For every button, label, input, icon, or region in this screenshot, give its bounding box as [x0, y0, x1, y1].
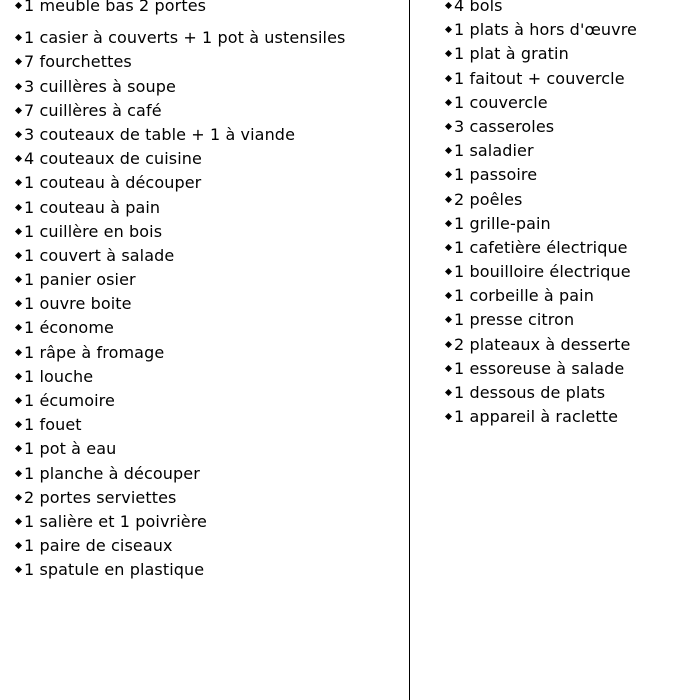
diamond-bullet-icon [445, 2, 452, 9]
list-item [14, 341, 404, 365]
list-item-label: 1 panier osier [24, 270, 136, 290]
list-item-label: 1 essoreuse à salade [454, 358, 625, 378]
diamond-bullet-icon [15, 276, 22, 283]
list-item-label: 1 casier à couverts + 1 pot à ustensiles [24, 28, 346, 48]
diamond-bullet-icon [445, 292, 452, 299]
list-item [444, 308, 692, 332]
list-item-label: 1 corbeille à pain [454, 286, 594, 306]
list-item [444, 115, 692, 139]
diamond-bullet-icon [445, 50, 452, 57]
list-item-label: 4 couteaux de cuisine [24, 149, 202, 169]
diamond-bullet-icon [445, 99, 452, 106]
diamond-bullet-icon [15, 58, 22, 65]
list-item [444, 381, 692, 405]
diamond-bullet-icon [445, 365, 452, 372]
list-item-label: 1 louche [24, 366, 94, 386]
list-item [14, 292, 404, 316]
list-item-label: 1 pot à eau [24, 439, 117, 459]
list-item-label: 7 cuillères à café [24, 100, 162, 120]
list-item-label: 1 dessous de plats [454, 383, 606, 402]
list-item-label: 1 saladier [454, 141, 534, 161]
diamond-bullet-icon [15, 470, 22, 477]
list-item-label: 3 casseroles [454, 116, 555, 136]
list-item-label: 1 cafetière électrique [454, 237, 628, 257]
diamond-bullet-icon [15, 228, 22, 235]
diamond-bullet-icon [15, 179, 22, 186]
list-item-label: 1 spatule en plastique [24, 560, 205, 580]
list-item [14, 486, 404, 510]
list-item-label: 1 paire de ciseaux [24, 536, 173, 556]
diamond-bullet-icon [15, 397, 22, 404]
list-item [444, 284, 692, 308]
diamond-bullet-icon [15, 107, 22, 114]
list-item [14, 510, 404, 534]
inventory-list-right [444, 0, 692, 429]
list-item [444, 405, 692, 429]
list-item-label: 2 plateaux à desserte [454, 334, 631, 354]
list-item-label: 2 poêles [454, 189, 523, 209]
list-item [444, 163, 692, 187]
list-item-label: 4 bols [454, 0, 503, 15]
diamond-bullet-icon [15, 421, 22, 428]
diamond-bullet-icon [15, 349, 22, 356]
diamond-bullet-icon [15, 252, 22, 259]
list-item-label: 1 cuillère en bois [24, 221, 163, 241]
list-item [14, 389, 404, 413]
diamond-bullet-icon [15, 542, 22, 549]
list-item-label: 7 fourchettes [24, 52, 132, 72]
diamond-bullet-icon [15, 494, 22, 501]
list-item [14, 558, 404, 582]
diamond-bullet-icon [15, 2, 22, 9]
list-item [444, 212, 692, 236]
diamond-bullet-icon [15, 324, 22, 331]
list-item [444, 91, 692, 115]
diamond-bullet-icon [445, 341, 452, 348]
list-item [14, 534, 404, 558]
list-item-label: 1 appareil à raclette [454, 407, 619, 427]
list-item-label: 1 presse citron [454, 310, 575, 330]
diamond-bullet-icon [445, 268, 452, 275]
diamond-bullet-icon [15, 155, 22, 162]
diamond-bullet-icon [15, 373, 22, 380]
list-item-label: 1 écumoire [24, 391, 115, 410]
list-item [14, 26, 404, 50]
list-item [14, 171, 404, 195]
list-item-label: 1 grille-pain [454, 213, 551, 233]
list-item [14, 0, 404, 18]
diamond-bullet-icon [445, 147, 452, 154]
list-item-label: 2 portes serviettes [24, 487, 177, 507]
list-item [444, 333, 692, 357]
column-divider [409, 0, 410, 700]
list-item-label: 1 couvert à salade [24, 245, 175, 265]
list-item [444, 139, 692, 163]
list-item-label: 1 planche à découper [24, 463, 200, 483]
diamond-bullet-icon [15, 83, 22, 90]
list-item-label: 1 bouilloire électrique [454, 262, 631, 282]
list-item [444, 260, 692, 284]
diamond-bullet-icon [445, 389, 452, 396]
list-item [14, 437, 404, 461]
list-item [14, 123, 404, 147]
list-item [14, 316, 404, 340]
list-item [444, 67, 692, 91]
list-item-label: 1 couteau à pain [24, 197, 161, 217]
diamond-bullet-icon [15, 204, 22, 211]
list-item [14, 220, 404, 244]
list-item [444, 188, 692, 212]
list-item-label: 3 cuillères à soupe [24, 76, 176, 96]
diamond-bullet-icon [445, 196, 452, 203]
list-item-label: 1 fouet [24, 415, 82, 435]
diamond-bullet-icon [15, 518, 22, 525]
diamond-bullet-icon [445, 220, 452, 227]
list-item [14, 413, 404, 437]
list-item-label: 3 couteaux de table + 1 à viande [24, 124, 296, 144]
diamond-bullet-icon [445, 244, 452, 251]
list-item [14, 147, 404, 171]
list-item [444, 0, 692, 18]
diamond-bullet-icon [445, 171, 452, 178]
list-item-label: 1 plats à hors d'œuvre [454, 20, 637, 40]
diamond-bullet-icon [445, 75, 452, 82]
list-item [444, 42, 692, 66]
diamond-bullet-icon [445, 413, 452, 420]
list-item-label: 1 faitout + couvercle [454, 68, 625, 88]
list-item [14, 50, 404, 74]
list-item-label: 1 passoire [454, 165, 538, 185]
diamond-bullet-icon [445, 316, 452, 323]
inventory-list-left [14, 0, 404, 583]
list-item-label: 1 couvercle [454, 92, 548, 112]
list-item [14, 99, 404, 123]
diamond-bullet-icon [445, 123, 452, 130]
list-item [14, 268, 404, 292]
list-item-label: 1 meuble bas 2 portes [24, 0, 207, 15]
list-item [444, 18, 692, 42]
list-item-label: 1 couteau à découper [24, 173, 202, 193]
list-item [444, 236, 692, 260]
list-item [14, 75, 404, 99]
list-item [444, 357, 692, 381]
diamond-bullet-icon [15, 131, 22, 138]
list-item-label: 1 plat à gratin [454, 44, 569, 64]
list-item [14, 365, 404, 389]
list-item-label: 1 salière et 1 poivrière [24, 511, 207, 531]
list-item [14, 196, 404, 220]
list-item [14, 462, 404, 486]
list-item-label: 1 râpe à fromage [24, 342, 165, 362]
list-item [14, 244, 404, 268]
diamond-bullet-icon [15, 566, 22, 573]
diamond-bullet-icon [445, 26, 452, 33]
list-item-label: 1 ouvre boite [24, 294, 132, 314]
diamond-bullet-icon [15, 34, 22, 41]
list-item-label: 1 économe [24, 318, 114, 338]
diamond-bullet-icon [15, 300, 22, 307]
diamond-bullet-icon [15, 445, 22, 452]
